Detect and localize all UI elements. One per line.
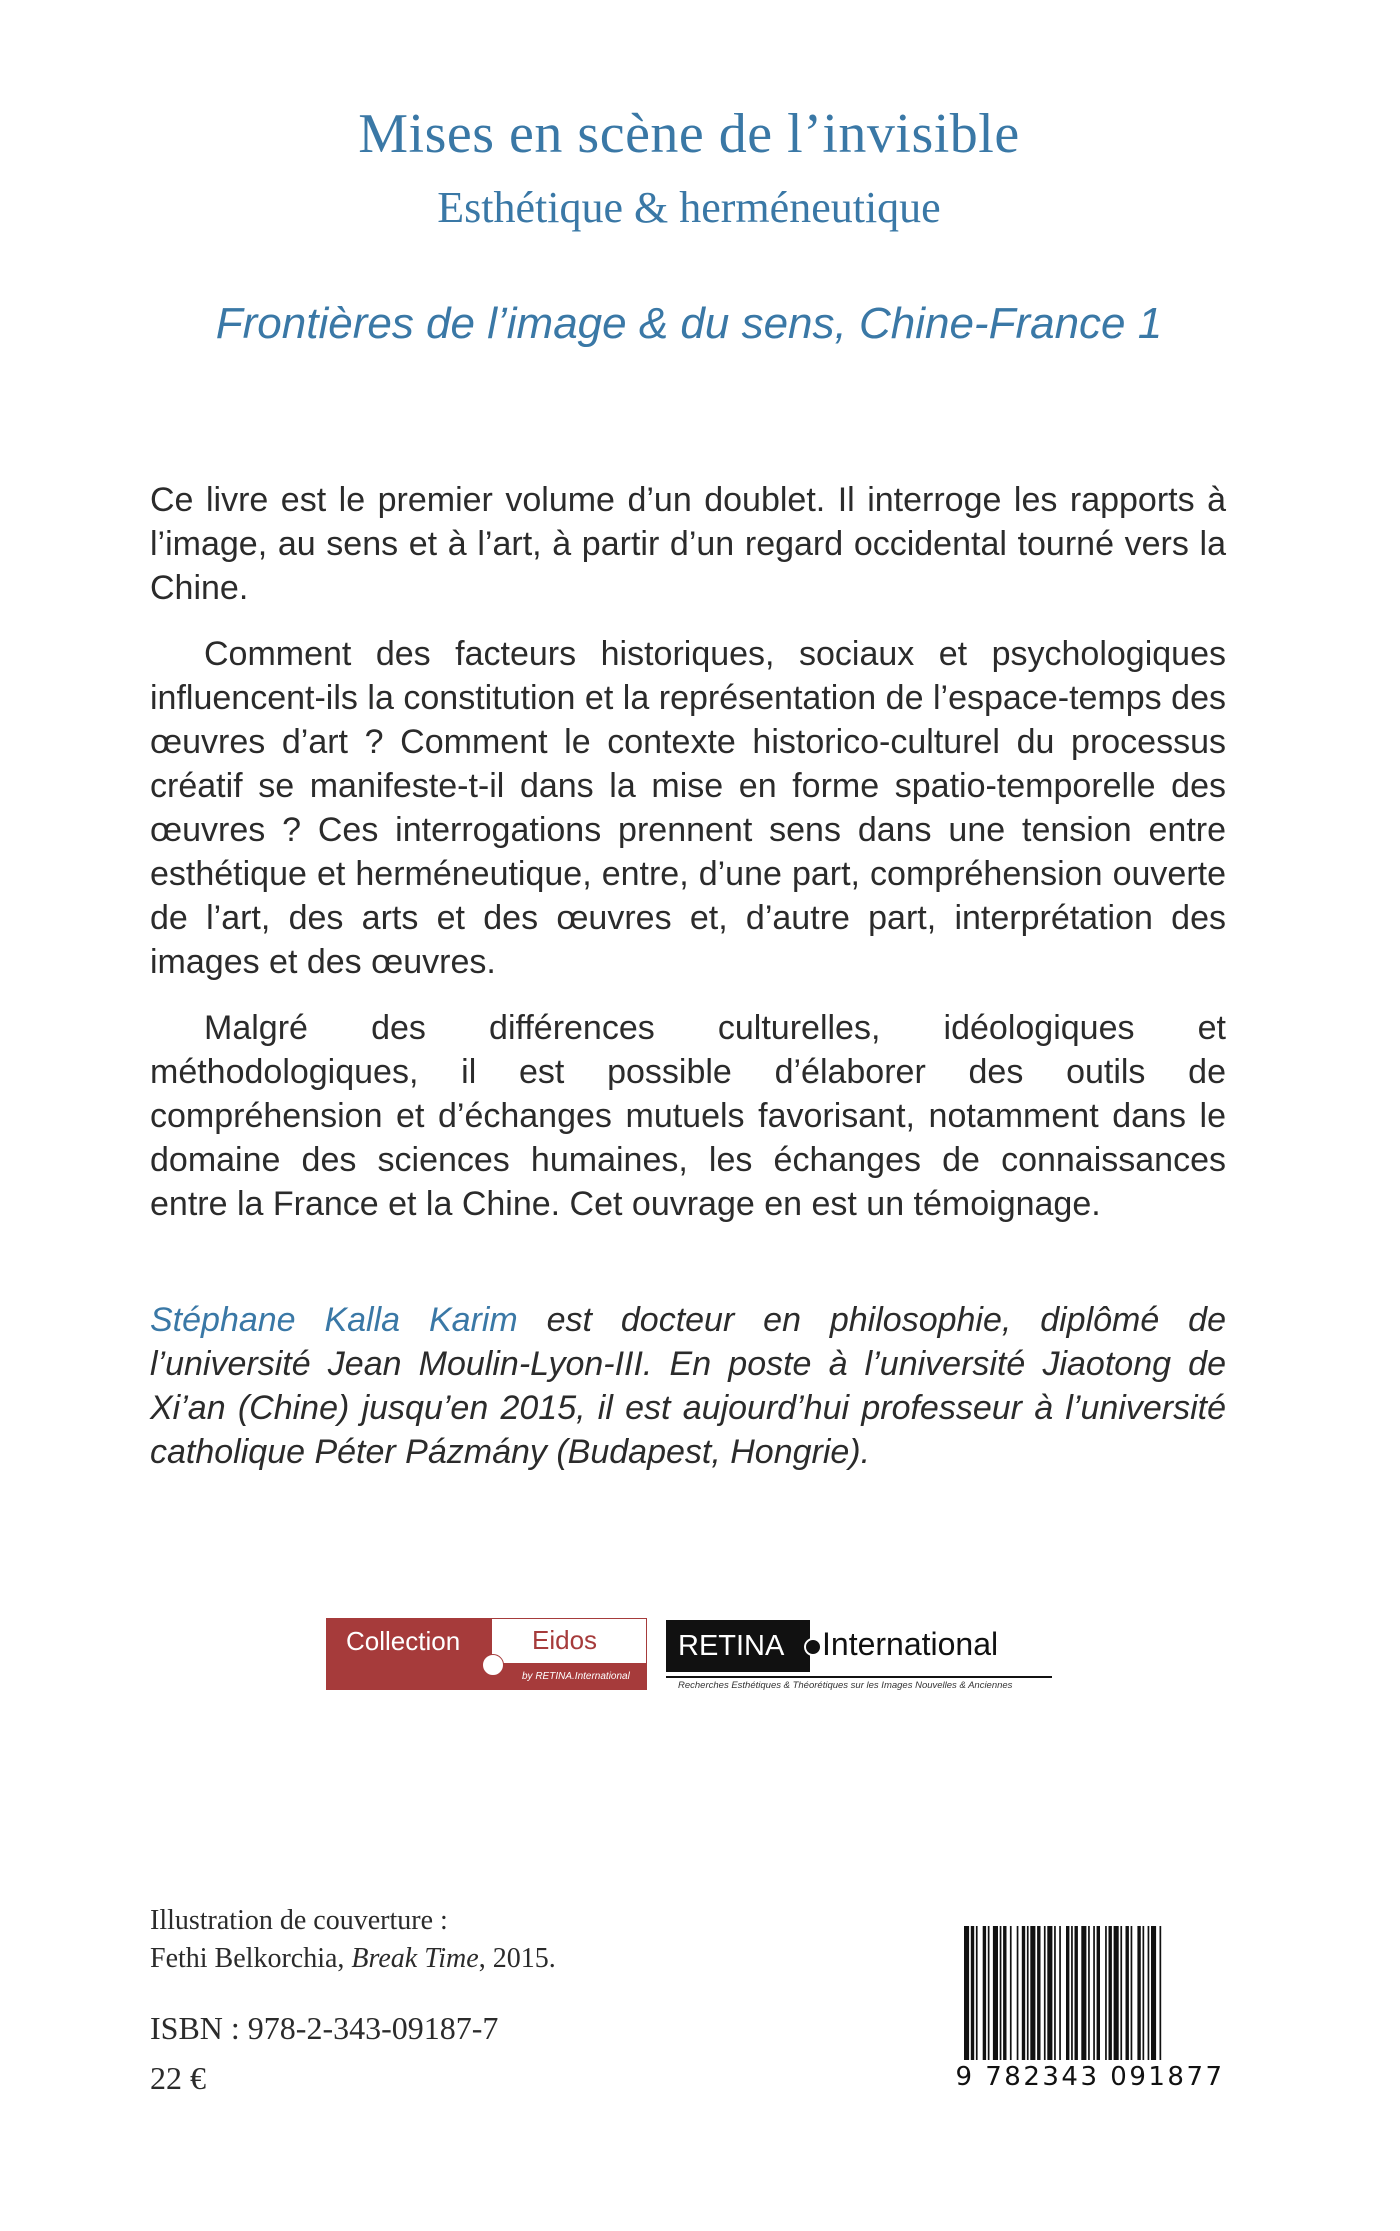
book-title: Mises en scène de l’invisible — [358, 103, 1020, 165]
barcode-bar — [1131, 1926, 1133, 2060]
credit-heading: Illustration de couverture : — [150, 1905, 448, 1936]
barcode-bar — [1120, 1926, 1122, 2060]
barcode-bar — [1066, 1926, 1069, 2060]
barcode-bar — [1030, 1926, 1035, 2060]
barcode-bar — [1010, 1926, 1012, 2060]
logo-dot — [804, 1638, 822, 1656]
barcode-bar — [1097, 1926, 1100, 2060]
barcode-bar — [1044, 1926, 1046, 2060]
retina-international-logo — [666, 1620, 1052, 1692]
logo-international-word: International — [822, 1626, 999, 1662]
barcode-bar — [1143, 1926, 1145, 2060]
barcode-bar — [971, 1926, 974, 2060]
logo-divider — [666, 1676, 1052, 1678]
barcode-bar — [1105, 1926, 1107, 2060]
barcode-bar — [1081, 1926, 1086, 2060]
barcode-bar — [964, 1926, 969, 2060]
barcode-bar — [1071, 1926, 1073, 2060]
blurb-paragraph-2: Comment des facteurs historiques, sociaux et psychologiques influencent-ils la constitution et la représentation de l’espace-temps des œuvres d’art ? Comment le contexte historico-culturel du processus créatif se manifeste-t-il dans la mise en forme spatio-temporelle des œuvres ? Ces interrogations prennent sens dans une tension entre esthétique et herméneutique, entre, d’une part, compréhension ouverte de l’art, des arts et des œuvres et, d’autre part, interprétation des images et des œuvres. — [150, 635, 1226, 981]
logo-eidos-word: Eidos — [532, 1625, 598, 1655]
blurb-paragraph-3: Malgré des différences culturelles, idéologiques et méthodologiques, il est possible d’élaborer des outils de compréhension et d’échanges mutuels favorisant, notamment dans le domaine des sciences humaines, les échanges de connaissances entre la France et la Chine. Cet ouvrage en est un témoignage. — [150, 1009, 1226, 1223]
barcode-bar — [1059, 1926, 1061, 2060]
barcode-bar — [1017, 1926, 1019, 2060]
barcode-bar — [1003, 1926, 1006, 2060]
barcode-bar — [988, 1926, 990, 2060]
barcode-bar — [1037, 1926, 1040, 2060]
barcode-bar — [976, 1926, 978, 2060]
logo-eidos-byline: by RETINA.International — [522, 1671, 630, 1682]
barcode-bar — [1022, 1926, 1025, 2060]
back-cover-blurb — [150, 478, 1226, 1248]
logo-retina-tagline: Recherches Esthétiques & Théorétiques sur les Images Nouvelles & Anciennes — [678, 1680, 1013, 1691]
barcode-bar — [1160, 1926, 1162, 2060]
price: 22 € — [150, 2060, 206, 2096]
barcode-bar — [1027, 1926, 1029, 2060]
barcode-bar — [1137, 1926, 1140, 2060]
barcode-bar — [993, 1926, 998, 2060]
logo-collection-word: Collection — [346, 1626, 461, 1656]
ean-barcode — [954, 1926, 1226, 2102]
barcode-bar — [1075, 1926, 1078, 2060]
credit-year: , 2015. — [478, 1943, 556, 1974]
series-title: Frontières de l’image & du sens, Chine-France 1 — [215, 299, 1163, 348]
barcode-bars — [962, 1926, 1218, 2060]
barcode-bar — [1114, 1926, 1119, 2060]
barcode-bar — [1109, 1926, 1112, 2060]
barcode-bar — [1126, 1926, 1129, 2060]
credit-artist: Fethi Belkorchia, — [150, 1943, 352, 1974]
barcode-bar — [1093, 1926, 1095, 2060]
barcode-bar — [1088, 1926, 1090, 2060]
collection-eidos-logo — [326, 1618, 648, 1690]
credit-work: Break Time — [351, 1943, 479, 1974]
barcode-bar — [1047, 1926, 1052, 2060]
book-subtitle: Esthétique & herméneutique — [437, 183, 941, 232]
isbn: ISBN : 978-2-343-09187-7 — [150, 2010, 499, 2046]
barcode-bar — [983, 1926, 986, 2060]
logo-retina-word: RETINA — [678, 1630, 785, 1662]
barcode-bar — [1000, 1926, 1002, 2060]
author-name: Stéphane Kalla Karim — [150, 1301, 518, 1339]
barcode-digits: 9 782343 091877 — [955, 2062, 1225, 2092]
author-bio — [150, 1298, 1226, 1474]
author-bio-text: est docteur en philosophie, diplômé de l’université Jean Moulin-Lyon-III. En poste à l’université Jiaotong de Xi’an (Chine) jusqu’en 2015, il est aujourd’hui professeur à l’université catholique Péter Pázmány (Budapest, Hongrie). — [150, 1301, 1226, 1471]
barcode-bar — [1148, 1926, 1150, 2060]
barcode-bar — [1054, 1926, 1056, 2060]
barcode-bar — [1151, 1926, 1156, 2060]
blurb-paragraph-1: Ce livre est le premier volume d’un doublet. Il interroge les rapports à l’image, au sens et à l’art, à partir d’un regard occidental tourné vers la Chine. — [150, 481, 1226, 607]
logo-dot — [482, 1654, 504, 1676]
cover-illustration-credit — [150, 1902, 556, 1978]
